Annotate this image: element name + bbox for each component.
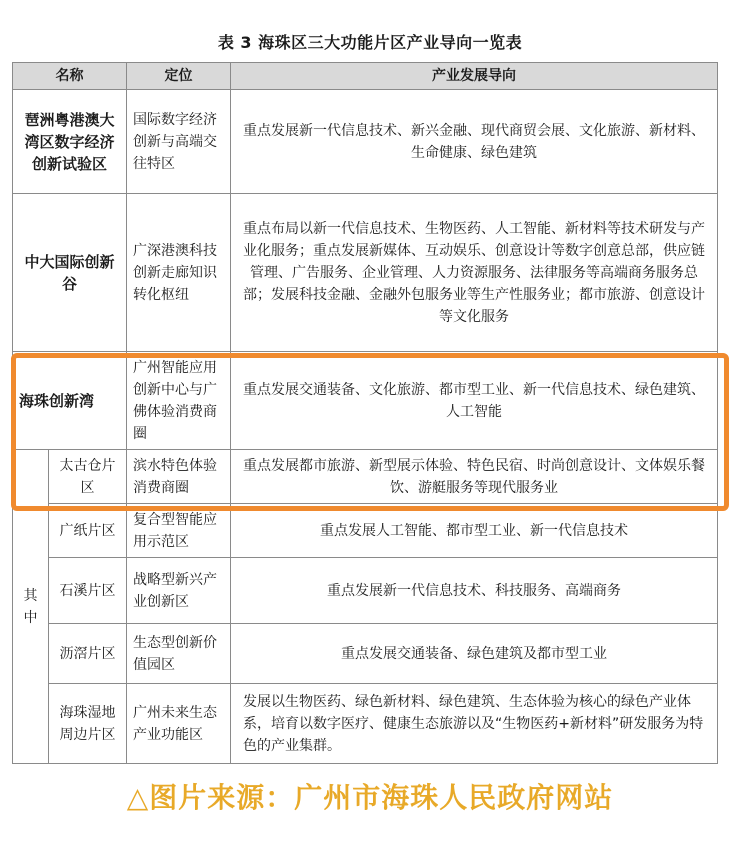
subzone-direction: 重点发展交通装备、绿色建筑及都市型工业 [231,624,718,684]
subzone-direction: 重点发展都市旅游、新型展示体验、特色民宿、时尚创意设计、文体娱乐餐饮、游艇服务等现代服务业 [231,450,718,504]
table-row [13,90,718,194]
subzone-direction: 发展以生物医药、绿色新材料、绿色建筑、生态体验为核心的绿色产业体系，培育以数字医疗、健康生态旅游以及“生物医药+新材料”研发服务为特色的产业集群。 [231,684,718,764]
table-row [13,558,718,624]
image-source-caption: △图片来源：广州市海珠人民政府网站 [126,781,614,814]
header-position: 定位 [127,63,231,90]
table-row [13,450,718,504]
table-header-row [13,63,718,90]
subzone-name: 太古仓片区 [49,450,127,504]
table-row [13,352,718,450]
zone-name: 琶洲粤港澳大湾区数字经济创新试验区 [13,90,127,194]
subzone-name: 广纸片区 [49,504,127,558]
zone-name: 中大国际创新谷 [13,194,127,352]
zone-direction: 重点布局以新一代信息技术、生物医药、人工智能、新材料等技术研发与产业化服务；重点发展新媒体、互动娱乐、创意设计等数字创意总部，供应链管理、广告服务、企业管理、人力资源服务、法律服务等高端商务服务总部；发展科技金融、金融外包服务业等生产性服务业；都市旅游、创意设计等文化服务 [231,194,718,352]
table-title: 表 3 海珠区三大功能片区产业导向一览表 [217,33,523,52]
header-name: 名称 [13,63,127,90]
subzone-position: 广州未来生态产业功能区 [127,684,231,764]
subzone-position: 复合型智能应用示范区 [127,504,231,558]
subzone-position: 生态型创新价值园区 [127,624,231,684]
subzone-position: 战略型新兴产业创新区 [127,558,231,624]
subzone-direction: 重点发展人工智能、都市型工业、新一代信息技术 [231,504,718,558]
table-row [13,194,718,352]
zone-position: 国际数字经济创新与高端交往特区 [127,90,231,194]
subzone-name: 沥滘片区 [49,624,127,684]
header-direction: 产业发展导向 [231,63,718,90]
subzone-position: 滨水特色体验消费商圈 [127,450,231,504]
zone-direction: 重点发展交通装备、文化旅游、都市型工业、新一代信息技术、绿色建筑、人工智能 [231,352,718,450]
table-row [13,624,718,684]
subzone-name: 海珠湿地周边片区 [49,684,127,764]
subzone-name: 石溪片区 [49,558,127,624]
industry-table [12,62,718,764]
table-row [13,504,718,558]
zone-position: 广州智能应用创新中心与广佛体验消费商圈 [127,352,231,450]
zone-direction: 重点发展新一代信息技术、新兴金融、现代商贸会展、文化旅游、新材料、生命健康、绿色建筑 [231,90,718,194]
table-row [13,684,718,764]
zone-position: 广深港澳科技创新走廊知识转化枢纽 [127,194,231,352]
zone-name: 海珠创新湾 [13,352,127,450]
qizhong-label: 其 中 [13,450,49,764]
subzone-direction: 重点发展新一代信息技术、科技服务、高端商务 [231,558,718,624]
